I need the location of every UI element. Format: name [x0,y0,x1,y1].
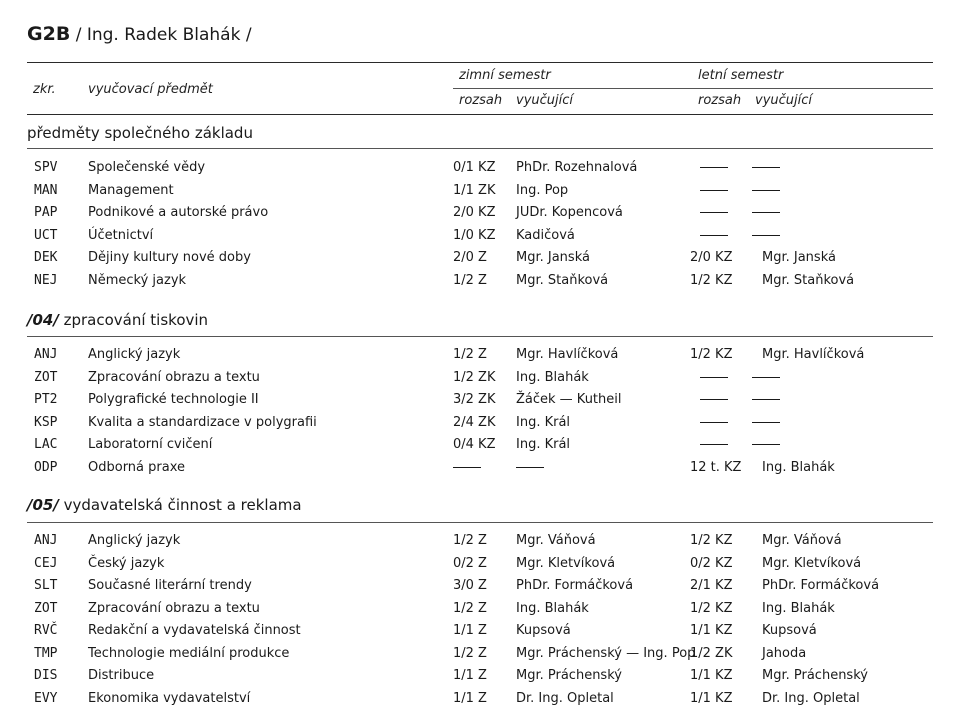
summer-teacher: PhDr. Formáčková [762,578,880,593]
col-header-winter-teacher: vyučující [516,93,573,108]
winter-range: 1/1 ZK [453,182,496,198]
col-header-summer: letní semestr [698,68,784,83]
course-code: ZOT [34,600,58,616]
empty-dash [752,167,780,168]
summer-range: 2/0 KZ [690,250,733,265]
summer-range [700,437,728,452]
table-row [0,392,960,414]
col-header-summer-teacher: vyučující [755,93,812,108]
summer-teacher: Dr. Ing. Opletal [762,690,860,706]
winter-range: 1/1 Z [453,623,487,638]
winter-teacher: Mgr. Havlíčková [516,347,619,362]
group-name: předměty společného základu [27,124,253,142]
table-row [0,668,960,690]
group-name: vydavatelská činnost a reklama [58,496,302,514]
summer-teacher: Mgr. Staňková [762,272,855,288]
table-row [0,228,960,250]
summer-teacher [752,415,780,430]
course-code: UCT [34,227,58,243]
course-subject: Polygrafické technologie II [88,392,259,407]
winter-teacher: Kadičová [516,227,575,243]
col-header-winter-range: rozsah [459,93,503,108]
course-subject: Distribuce [88,668,155,683]
group-rule [27,336,933,337]
empty-dash [752,399,780,400]
summer-range: 1/1 KZ [690,623,733,638]
empty-dash [516,467,544,468]
course-code: SPV [34,160,58,175]
course-subject: Management [88,182,174,198]
course-code: PT2 [34,392,58,407]
col-header-winter: zimní semestr [459,68,551,83]
title-rule [27,62,933,63]
course-subject: Odborná praxe [88,459,185,475]
winter-teacher: Mgr. Janská [516,250,590,265]
winter-range: 1/2 Z [453,272,487,288]
empty-dash [752,235,780,236]
course-subject: Podnikové a autorské právo [88,205,269,220]
winter-teacher: Ing. Pop [516,182,569,198]
winter-range: 3/0 Z [453,578,487,593]
table-row [0,578,960,600]
winter-teacher: Ing. Blahák [516,369,589,385]
course-subject: Německý jazyk [88,272,187,288]
summer-range [700,415,728,430]
summer-teacher: Mgr. Váňová [762,533,842,548]
winter-teacher: PhDr. Rozehnalová [516,160,638,175]
course-subject: Ekonomika vydavatelství [88,690,251,706]
summer-teacher [752,437,780,452]
empty-dash [752,190,780,191]
class-teacher: / Ing. Radek Blahák / [70,25,252,45]
course-code: NEJ [34,272,58,288]
summer-range [700,370,728,385]
winter-teacher: Mgr. Práchenský [516,668,622,683]
group-name: zpracování tiskovin [58,311,209,329]
table-row [0,623,960,645]
winter-range: 1/2 Z [453,533,487,548]
course-subject: Kvalita a standardizace v polygrafii [88,414,317,430]
winter-range: 1/1 Z [453,690,487,706]
table-row [0,250,960,272]
course-code: ANJ [34,347,58,362]
winter-teacher: Ing. Král [516,414,571,430]
summer-teacher [752,392,780,407]
summer-range: 1/1 KZ [690,690,733,706]
table-row [0,347,960,369]
summer-teacher [752,160,780,175]
table-row [0,556,960,578]
header-rule [27,114,933,115]
summer-teacher: Mgr. Kletvíková [762,555,862,571]
empty-dash [752,377,780,378]
course-code: DIS [34,668,58,683]
group-rule [27,522,933,523]
summer-teacher [752,183,780,198]
course-subject: Zpracování obrazu a textu [88,600,260,616]
empty-dash [752,212,780,213]
winter-range: 1/1 Z [453,668,487,683]
course-subject: Český jazyk [88,555,165,571]
course-subject: Dějiny kultury nové doby [88,250,251,265]
empty-dash [700,377,728,378]
table-row [0,370,960,392]
col-header-summer-range: rozsah [698,93,742,108]
winter-range: 1/2 Z [453,645,487,661]
group-title [27,496,302,514]
course-code: LAC [34,437,58,452]
winter-teacher: Mgr. Práchenský — Ing. Pop [516,645,696,661]
summer-range: 1/2 ZK [690,645,733,661]
winter-teacher: Žáček — Kutheil [516,392,622,407]
summer-range [700,160,728,175]
empty-dash [752,422,780,423]
summer-range: 1/1 KZ [690,668,733,683]
winter-range: 2/4 ZK [453,414,496,430]
winter-range: 1/2 Z [453,600,487,616]
summer-teacher: Mgr. Janská [762,250,836,265]
empty-dash [700,399,728,400]
winter-range: 1/2 Z [453,347,487,362]
course-subject: Společenské vědy [88,160,206,175]
winter-teacher: JUDr. Kopencová [516,205,623,220]
winter-teacher: Kupsová [516,623,571,638]
winter-range: 0/2 Z [453,555,487,571]
table-row [0,160,960,182]
semester-rule [453,88,933,89]
course-code: SLT [34,578,58,593]
group-title [27,124,253,142]
table-row [0,601,960,623]
winter-range: 2/0 KZ [453,205,496,220]
winter-teacher: Mgr. Kletvíková [516,555,616,571]
summer-teacher: Mgr. Havlíčková [762,347,865,362]
empty-dash [453,467,481,468]
winter-range: 3/2 ZK [453,392,496,407]
course-subject: Anglický jazyk [88,533,181,548]
summer-range: 0/2 KZ [690,555,733,571]
table-row [0,533,960,555]
summer-range [700,183,728,198]
course-code: CEJ [34,555,58,571]
course-code: DEK [34,250,58,265]
group-title [27,311,208,329]
summer-teacher: Ing. Blahák [762,459,835,475]
course-code: KSP [34,414,58,430]
empty-dash [700,444,728,445]
winter-range: 0/1 KZ [453,160,496,175]
winter-range: 1/0 KZ [453,227,496,243]
group-number: /04/ [27,311,59,329]
course-code: TMP [34,645,58,661]
summer-range: 1/2 KZ [690,533,733,548]
course-code: PAP [34,205,58,220]
winter-teacher: PhDr. Formáčková [516,578,634,593]
group-number: /05/ [27,496,59,514]
winter-range: 2/0 Z [453,250,487,265]
class-code: G2B [27,23,71,45]
winter-teacher [516,460,544,475]
summer-teacher [752,228,780,243]
summer-range: 1/2 KZ [690,600,733,616]
course-subject: Současné literární trendy [88,578,252,593]
course-subject: Anglický jazyk [88,347,181,362]
course-code: MAN [34,182,58,198]
table-row [0,460,960,482]
winter-teacher: Ing. Blahák [516,600,589,616]
summer-teacher: Mgr. Práchenský [762,668,868,683]
course-code: ODP [34,459,58,475]
empty-dash [700,190,728,191]
col-header-subject: vyučovací předmět [88,82,213,97]
winter-teacher: Ing. Král [516,437,571,452]
winter-range [453,460,481,475]
summer-teacher [752,205,780,220]
course-code: RVČ [34,623,58,638]
course-code: EVY [34,690,58,706]
course-subject: Účetnictví [88,227,154,243]
course-subject: Redakční a vydavatelská činnost [88,623,301,638]
table-row [0,205,960,227]
winter-teacher: Mgr. Staňková [516,272,609,288]
empty-dash [752,444,780,445]
winter-range: 0/4 KZ [453,437,496,452]
course-subject: Laboratorní cvičení [88,437,213,452]
summer-range [700,392,728,407]
table-row [0,437,960,459]
table-row [0,183,960,205]
summer-range [700,205,728,220]
col-header-zkr: zkr. [33,82,56,97]
table-row [0,646,960,668]
page-title [27,23,252,45]
summer-teacher: Kupsová [762,623,817,638]
winter-range: 1/2 ZK [453,369,496,385]
summer-range: 1/2 KZ [690,347,733,362]
winter-teacher: Dr. Ing. Opletal [516,690,614,706]
empty-dash [700,422,728,423]
group-rule [27,148,933,149]
summer-teacher: Jahoda [762,645,807,661]
table-row [0,691,960,713]
summer-range: 2/1 KZ [690,578,733,593]
summer-teacher: Ing. Blahák [762,600,835,616]
course-code: ANJ [34,533,58,548]
course-subject: Zpracování obrazu a textu [88,369,260,385]
summer-range: 12 t. KZ [690,459,742,475]
table-row [0,273,960,295]
course-code: ZOT [34,369,58,385]
winter-teacher: Mgr. Váňová [516,533,596,548]
summer-range: 1/2 KZ [690,272,733,288]
summer-teacher [752,370,780,385]
course-subject: Technologie mediální produkce [88,645,290,661]
summer-range [700,228,728,243]
empty-dash [700,212,728,213]
empty-dash [700,167,728,168]
table-row [0,415,960,437]
empty-dash [700,235,728,236]
